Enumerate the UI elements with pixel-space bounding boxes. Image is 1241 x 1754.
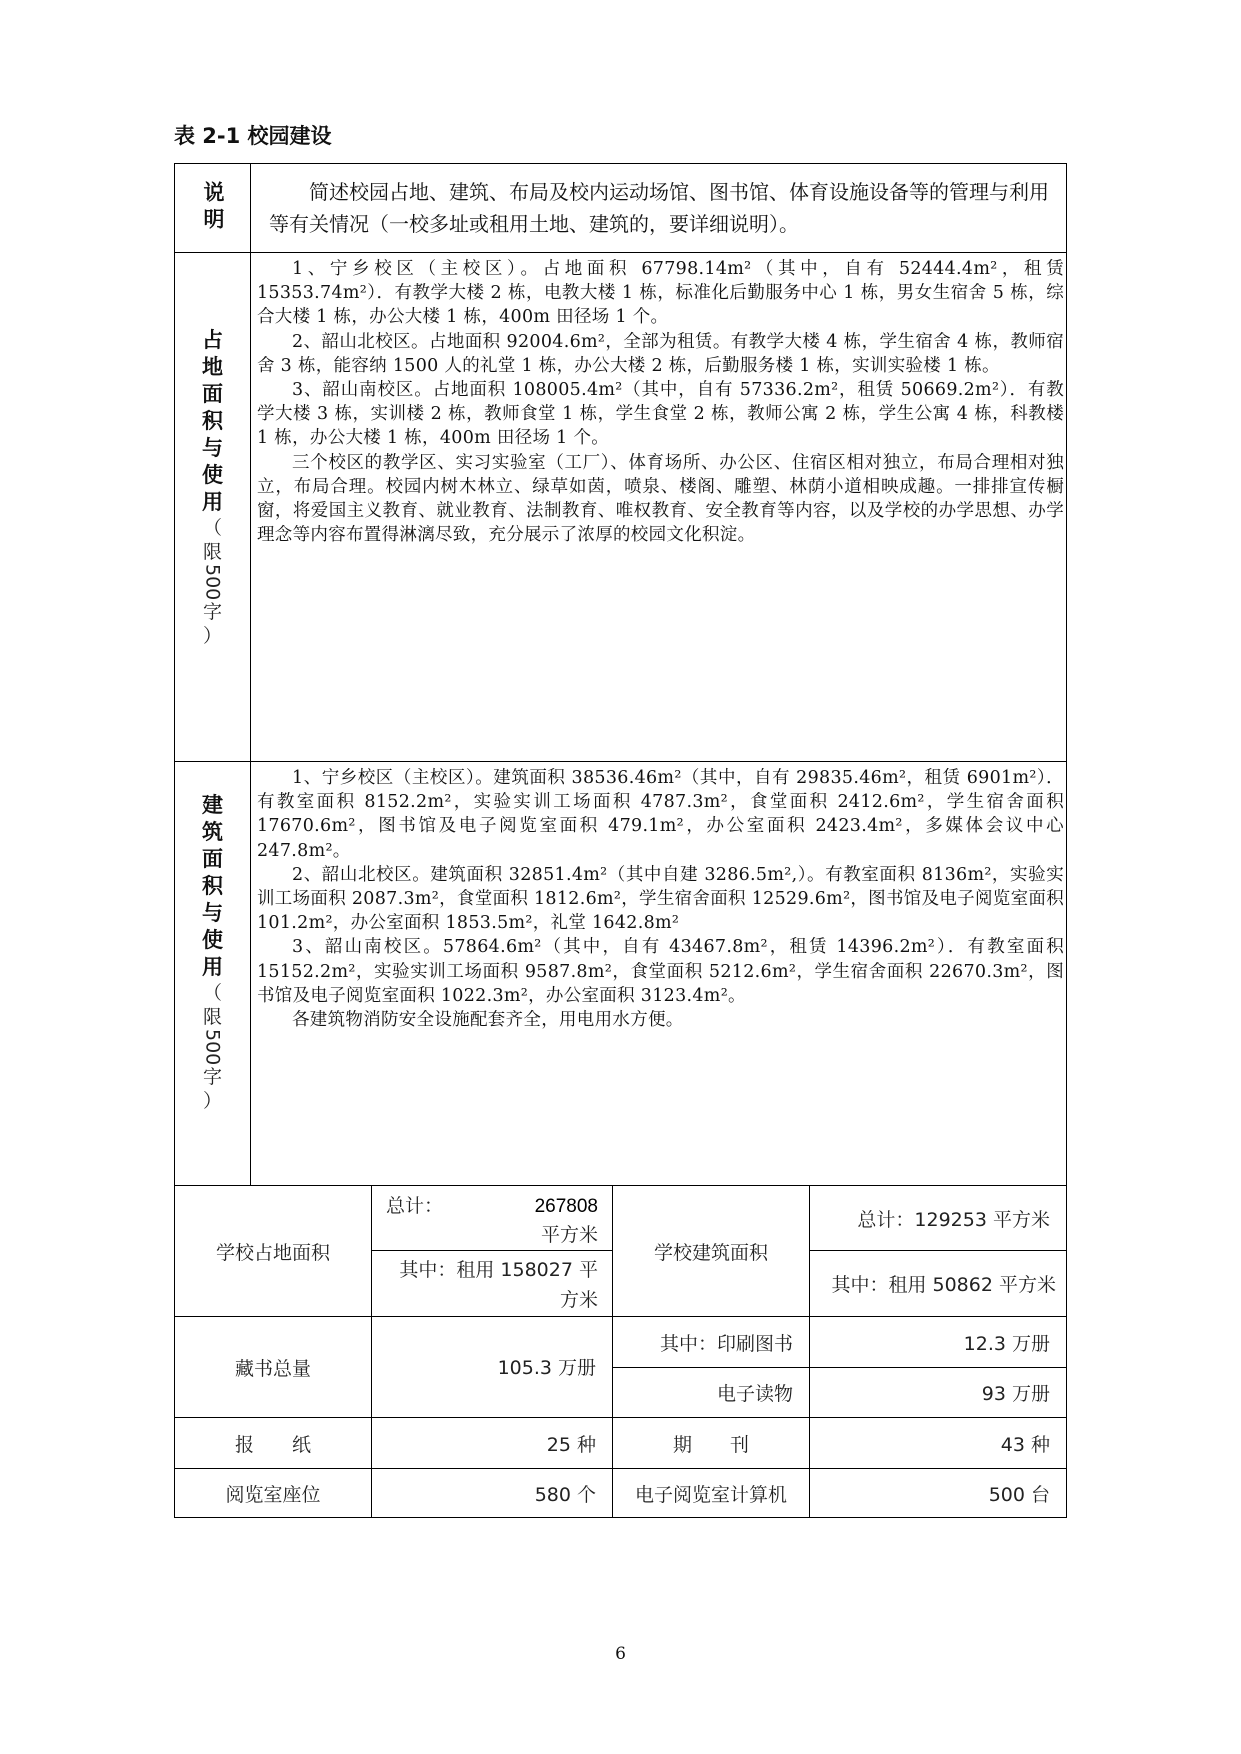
building-text-cell	[250, 761, 1067, 1186]
land-label-char: 使	[202, 463, 223, 487]
table-title: 表 2-1 校园建设	[174, 124, 332, 148]
description-text: 简述校园占地、建筑、布局及校内运动场馆、图书馆、体育设施设备等的管理与利用等有关情况（一校多址或租用土地、建筑的，要详细说明）。	[269, 180, 1049, 236]
newspaper-value: 25 种	[546, 1433, 596, 1456]
description-label-cell	[174, 163, 251, 253]
land-total-value: 267808	[534, 1196, 598, 1217]
ebook-value: 93 万册	[981, 1383, 1050, 1405]
land-limit-char: 字	[202, 601, 222, 624]
computers-label-cell	[612, 1468, 810, 1518]
printed-value-cell	[809, 1316, 1067, 1368]
printed-label: 其中：印刷图书	[659, 1332, 793, 1355]
land-limit-char: 500	[201, 564, 224, 601]
land-limit-char: ）	[202, 625, 222, 648]
books-value: 105.3 万册	[497, 1357, 596, 1379]
computers-label: 电子阅览室计算机	[634, 1483, 787, 1506]
page-number: 6	[615, 1644, 626, 1664]
ebook-label: 电子读物	[716, 1383, 793, 1405]
building-label-char: 筑	[202, 820, 223, 844]
building-limit-char: 字	[202, 1066, 222, 1089]
land-label-char: 占	[202, 328, 223, 352]
printed-label-cell	[612, 1316, 810, 1368]
books-value-cell	[371, 1316, 613, 1418]
building-area-rent-cell	[809, 1250, 1067, 1317]
seats-label: 阅览室座位	[225, 1483, 321, 1506]
land-paragraph: 1、宁乡校区（主校区）。占地面积 67798.14m²（其中，自有 52444.4m²，租赁 15353.74m²）．有教学大楼 2 栋，电教大楼 1 栋，标准化后勤服务中心 1 栋，男女生宿舍 5 栋，综合大楼 1 栋，办公大楼 1 栋，400m 田径场 1 个。	[257, 259, 1064, 328]
building-area-label-cell	[612, 1185, 810, 1317]
building-label-char: 用	[202, 955, 223, 979]
land-paragraph: 2、韶山北校区。占地面积 92004.6m²，全部为租赁。有教学大楼 4 栋，学生宿舍 4 栋，教师宿舍 3 栋，能容纳 1500 人的礼堂 1 栋，办公大楼 2 栋，后勤服务楼 1 栋，实训实验楼 1 栋。	[257, 331, 1064, 376]
land-area-total-cell	[371, 1185, 613, 1251]
land-total-unit: 平方米	[540, 1224, 598, 1246]
building-area-label: 学校建筑面积	[653, 1241, 768, 1264]
land-rent-line1: 其中：租用 158027 平	[399, 1259, 598, 1281]
building-paragraph: 3、韶山南校区。57864.6m²（其中，自有 43467.8m²，租赁 14396.2m²）．有教室面积 15152.2m²，实验实训工场面积 9587.8m²，食堂面积 5212.6m²，学生宿舍面积 22670.3m²，图书馆及电子阅览室面积 1022.3m²，办公室面积 3123.4m²。	[257, 937, 1064, 1006]
books-label-cell	[174, 1316, 372, 1418]
building-label-cell	[174, 761, 251, 1186]
land-label-char: 地	[202, 355, 223, 379]
land-label-char: 积	[202, 409, 223, 433]
building-total: 总计：129253 平方米	[857, 1208, 1050, 1231]
building-label-char: 建	[202, 793, 223, 817]
building-label-char: 与	[202, 901, 223, 925]
land-text-cell	[250, 252, 1067, 762]
building-label-char: 积	[202, 874, 223, 898]
printed-value: 12.3 万册	[963, 1332, 1050, 1355]
land-limit-char: （	[202, 517, 222, 539]
newspaper-label: 报 纸	[234, 1433, 311, 1456]
ebook-label-cell	[612, 1367, 810, 1418]
land-label-char: 面	[202, 382, 223, 406]
land-label-cell	[174, 252, 251, 762]
description-text-cell	[250, 163, 1067, 253]
seats-value-cell	[371, 1468, 613, 1518]
seats-label-cell	[174, 1468, 372, 1518]
building-limit-char: （	[202, 982, 222, 1004]
building-rent: 其中：租用 50862 平方米	[831, 1274, 1056, 1296]
building-area-total-cell	[809, 1185, 1067, 1251]
building-label-char: 使	[202, 928, 223, 952]
computers-value-cell	[809, 1468, 1067, 1518]
description-label: 说明	[201, 181, 225, 235]
land-rent-line2: 方米	[559, 1289, 598, 1311]
newspaper-label-cell	[174, 1417, 372, 1469]
land-label-char: 与	[202, 436, 223, 460]
building-paragraph: 2、韶山北校区。建筑面积 32851.4m²（其中自建 3286.5m²,）。有教室面积 8136m²，实验实训工场面积 2087.3m²，食堂面积 1812.6m²，学生宿舍面积 12529.6m²，图书馆及电子阅览室面积 101.2m²，办公室面积 1853.5m²，礼堂 1642.8m²	[257, 864, 1064, 934]
journal-label-cell	[612, 1417, 810, 1469]
land-total-prefix: 总计：	[386, 1195, 444, 1217]
computers-value: 500 台	[988, 1483, 1050, 1506]
building-label-char: 面	[202, 847, 223, 871]
land-area-label: 学校占地面积	[215, 1241, 330, 1264]
land-area-label-cell	[174, 1185, 372, 1317]
journal-value-cell	[809, 1417, 1067, 1469]
building-limit-char: 限	[202, 1006, 222, 1028]
land-limit-char: 限	[202, 541, 222, 563]
journal-label: 期 刊	[672, 1433, 749, 1456]
building-paragraph: 各建筑物消防安全设施配套齐全，用电用水方便。	[292, 1010, 684, 1031]
building-limit-char: ）	[202, 1090, 222, 1113]
newspaper-value-cell	[371, 1417, 613, 1469]
seats-value: 580 个	[534, 1483, 596, 1506]
books-label: 藏书总量	[234, 1357, 311, 1380]
ebook-value-cell	[809, 1367, 1067, 1418]
building-paragraph: 1、宁乡校区（主校区）。建筑面积 38536.46m²（其中，自有 29835.46m²，租赁 6901m²）．有教室面积 8152.2m²，实验实训工场面积 4787.3m²，食堂面积 2412.6m²，学生宿舍面积 17670.6m²，图书馆及电子阅览室面积 479.1m²，办公室面积 2423.4m²，多媒体会议中心 247.8m²。	[257, 768, 1064, 861]
journal-value: 43 种	[1000, 1433, 1050, 1456]
land-paragraph: 3、韶山南校区。占地面积 108005.4m²（其中，自有 57336.2m²，租赁 50669.2m²）．有教学大楼 3 栋，实训楼 2 栋，教师食堂 1 栋，学生食堂 2 栋，教师公寓 2 栋，学生公寓 4 栋，科教楼 1 栋，办公大楼 1 栋，400m 田径场 1 个。	[257, 380, 1064, 449]
building-limit-char: 500	[201, 1029, 224, 1066]
land-paragraph: 三个校区的教学区、实习实验室（工厂）、体育场所、办公区、住宿区相对独立，布局合理相对独立，布局合理。校园内树木林立、绿草如茵，喷泉、楼阁、雕塑、林荫小道相映成趣。一排排宣传橱窗，将爱国主义教育、就业教育、法制教育、唯权教育、安全教育等内容，以及学校的办学思想、办学理念等内容布置得淋漓尽致，充分展示了浓厚的校园文化积淀。	[257, 452, 1064, 546]
land-label-char: 用	[202, 490, 223, 514]
land-area-rent-cell	[371, 1250, 613, 1317]
